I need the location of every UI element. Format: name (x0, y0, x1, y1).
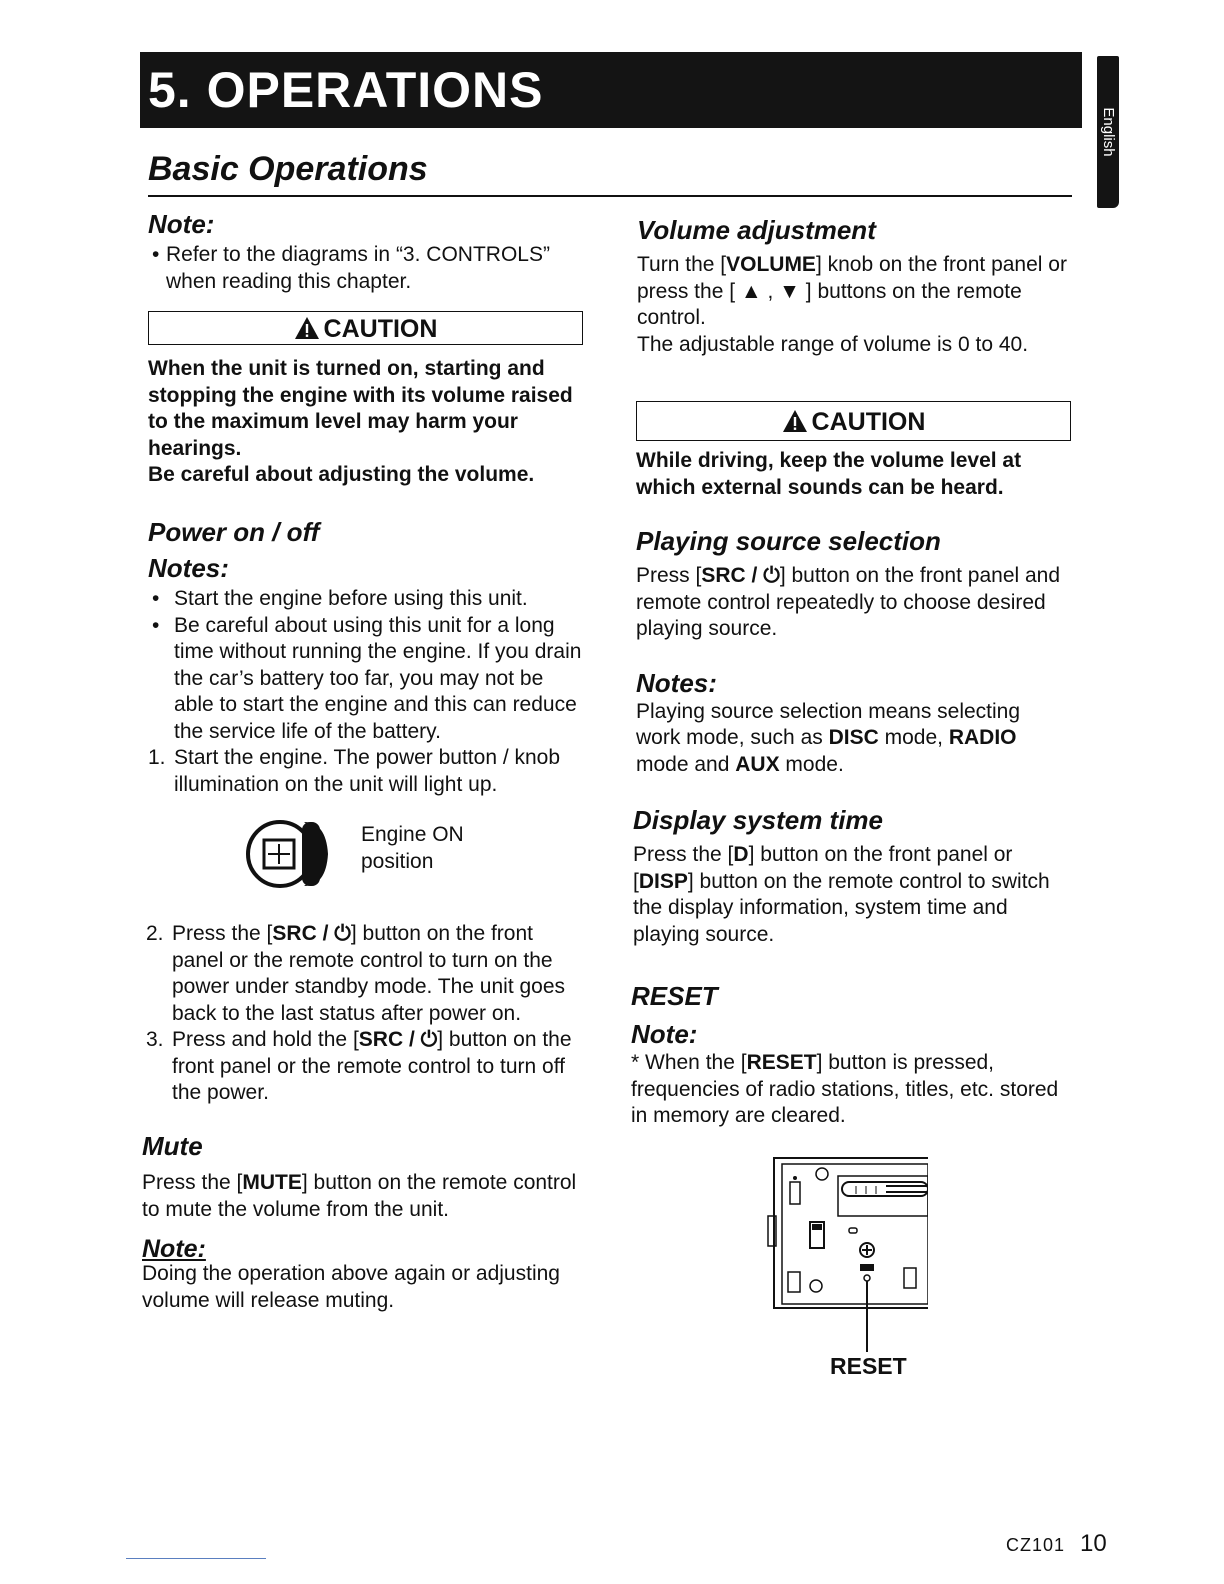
caution-label: CAUTION (811, 408, 926, 436)
mute-text (142, 1170, 588, 1223)
chapter-title: 5. OPERATIONS (148, 62, 544, 118)
reset-section (631, 980, 1071, 1130)
src-key: SRC / ⏻ (272, 922, 351, 945)
text-span: ] button on the front panel or [ (633, 843, 1013, 893)
caution-warning: While driving, keep the volume level at which external sounds can be heard. (636, 449, 1022, 499)
src-key: SRC / ⏻ (701, 564, 780, 587)
caution-box-2 (636, 401, 1071, 441)
disc-mode: DISC (828, 726, 879, 749)
volume-range: The adjustable range of volume is 0 to 40. (637, 332, 1029, 356)
text-span: Press the [ (142, 1171, 243, 1194)
step-number: 1. (148, 746, 166, 769)
power-section (148, 516, 588, 798)
source-heading: Playing source selection (636, 526, 941, 556)
power-notes-heading: Notes: (148, 553, 229, 583)
text-span: Press the [ (633, 843, 734, 866)
reset-note-text (631, 1050, 1071, 1130)
power-note-text: Start the engine before using this unit. (174, 587, 528, 610)
caution-advice: Be careful about adjusting the volume. (148, 463, 535, 486)
engine-caption (361, 822, 521, 875)
reset-button-label: RESET (830, 1353, 907, 1379)
volume-section (637, 214, 1067, 358)
note-list (148, 242, 588, 295)
engine-caption-line1: Engine ON (361, 823, 464, 846)
note-block (148, 208, 588, 295)
mute-heading: Mute (142, 1131, 203, 1161)
display-heading: Display system time (633, 805, 884, 835)
list-item (148, 586, 588, 613)
aux-mode: AUX (735, 752, 780, 776)
text-span: Press [ (636, 564, 702, 587)
src-key: SRC / ⏻ (358, 1028, 438, 1051)
warning-icon (294, 316, 320, 340)
ignition-key-icon (244, 818, 354, 890)
step-text: ] button on the front panel or the remote control to turn off the power. (172, 1028, 572, 1104)
step-text: Press and hold the [ (172, 1028, 359, 1051)
step-3 (146, 1027, 588, 1107)
text-span: ] button on the remote control to mute the volume from the unit. (142, 1171, 577, 1221)
note-item-text: Refer to the diagrams in “3. CONTROLS” when reading this chapter. (166, 243, 550, 293)
language-tab (1097, 56, 1119, 208)
mute-note-text: Doing the operation above again or adjusting volume will release muting. (142, 1262, 560, 1312)
section-divider (148, 195, 1072, 197)
warning-icon (782, 409, 808, 433)
d-key: D (733, 843, 749, 866)
text-span: mode and (636, 752, 736, 776)
power-notes-list (148, 586, 588, 745)
source-text (636, 563, 1066, 643)
step-1 (148, 745, 588, 798)
mute-note-heading: Note: (142, 1235, 206, 1263)
text-span: mode. (779, 752, 844, 776)
note-heading: Note: (148, 209, 215, 239)
footer-rule (126, 1558, 266, 1559)
reset-heading: RESET (631, 981, 718, 1011)
caution-text-2 (636, 448, 1066, 501)
source-notes-text (636, 699, 1066, 779)
language-tab-label: English (1100, 107, 1117, 157)
reset-panel-diagram (766, 1156, 928, 1356)
volume-text (637, 252, 1067, 332)
power-steps-2 (146, 921, 588, 1107)
mute-section (142, 1130, 588, 1314)
power-steps-list (146, 921, 588, 1107)
engine-caption-line2: position (361, 849, 434, 873)
text-span: * When the [ (631, 1051, 747, 1074)
caution-label: CAUTION (323, 315, 438, 343)
text-span: Playing source selection means selecting work mode, such as (636, 699, 1021, 749)
power-steps-1 (148, 745, 588, 798)
display-text (633, 842, 1073, 948)
text-span: ] button on the remote control to switch the display information, system time and playing source. (633, 869, 1050, 946)
list-item (148, 242, 588, 295)
text-span: ] knob on the front panel or press the [ ▲ , ▼ ] buttons on the remote control. (637, 253, 1067, 329)
step-number: 2. (146, 922, 164, 945)
text-span: ] button is pressed, frequencies of radio stations, titles, etc. stored in memory are cleared. (631, 1051, 1059, 1127)
source-section (636, 525, 1066, 778)
radio-mode: RADIO (948, 726, 1017, 749)
step-text: Start the engine. The power button / knob illumination on the unit will light up. (174, 746, 561, 796)
power-note-text: Be careful about using this unit for a long time without running the engine. If you drain the car’s battery too far, you may not be able to start the engine and this can reduce the service life of the battery. (174, 613, 582, 743)
model-number: CZ101 (1006, 1535, 1066, 1555)
step-text: ] button on the front panel or the remote control to turn on the power under standby mode. The unit goes back to the last status after power on. (172, 922, 566, 1025)
text-span: ] button on the front panel and remote control repeatedly to choose desired playing source. (636, 564, 1061, 640)
text-span: Turn the [ (637, 253, 727, 276)
caution-warning: When the unit is turned on, starting and stopping the engine with its volume raised to the maximum level may harm your hearings. (148, 357, 573, 460)
step-2 (146, 921, 588, 1027)
source-notes-heading: Notes: (636, 667, 717, 698)
text-span: mode, (878, 726, 949, 749)
display-section (633, 804, 1073, 948)
disp-key: DISP (638, 869, 688, 893)
power-heading: Power on / off (148, 517, 320, 547)
caution-text-1 (148, 356, 588, 489)
step-text: Press the [ (172, 922, 273, 945)
step-number: 3. (146, 1028, 164, 1051)
list-item (148, 613, 588, 746)
volume-heading: Volume adjustment (637, 215, 876, 245)
section-title: Basic Operations (148, 150, 428, 188)
page-number: 10 (1080, 1530, 1107, 1557)
reset-key: RESET (746, 1051, 817, 1074)
volume-key: VOLUME (726, 253, 816, 276)
caution-box-1 (148, 311, 583, 345)
mute-key: MUTE (242, 1171, 302, 1194)
reset-note-heading: Note: (631, 1019, 698, 1049)
